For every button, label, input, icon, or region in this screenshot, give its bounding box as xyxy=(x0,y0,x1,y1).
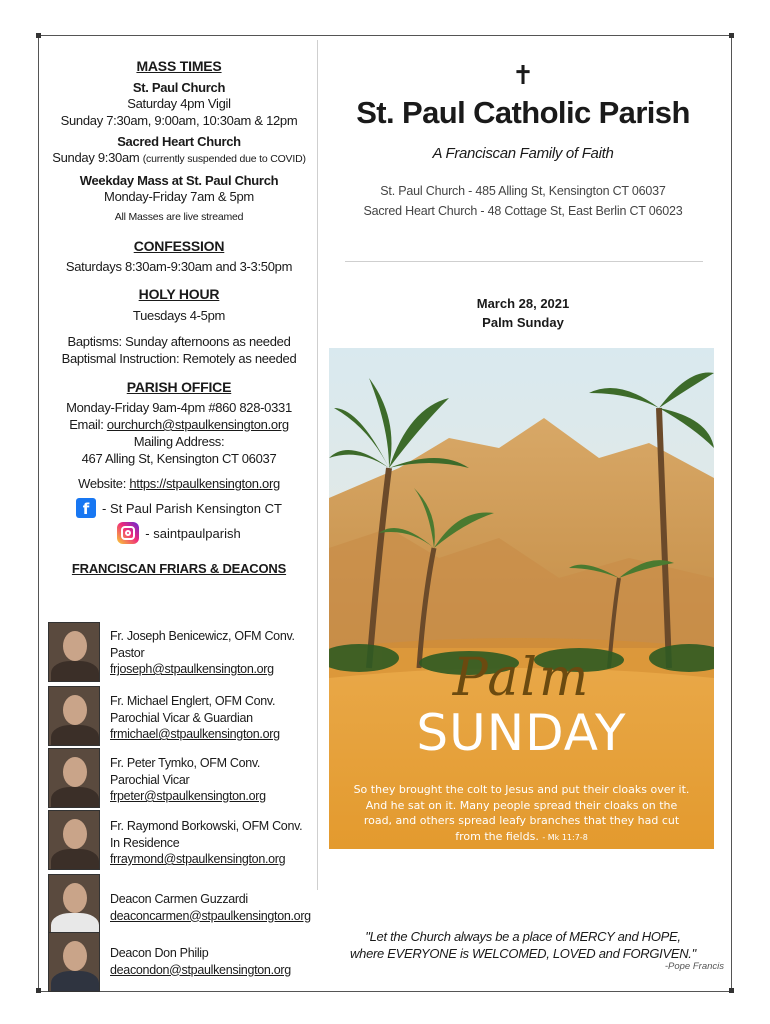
mass-time-line: Saturday 4pm Vigil xyxy=(127,96,231,111)
deacon-name: Deacon Don Philip xyxy=(110,946,209,960)
friar-email[interactable]: frmichael@stpaulkensington.org xyxy=(110,727,280,741)
friar-entry xyxy=(48,686,318,746)
frame-corner xyxy=(36,33,41,38)
desert-palms-illustration xyxy=(329,348,714,849)
office-email-line xyxy=(45,416,313,433)
deacon-email[interactable]: deaconcarmen@stpaulkensington.org xyxy=(110,908,311,923)
instagram-row[interactable] xyxy=(45,522,313,544)
frame-corner xyxy=(729,988,734,993)
poster-verse xyxy=(329,782,714,845)
friar-email[interactable]: frraymond@stpaulkensington.org xyxy=(110,852,286,866)
friar-role: Parochial Vicar xyxy=(110,772,190,787)
sacred-heart-time: Sunday 9:30am xyxy=(52,150,140,165)
verse-reference: - Mk 11:7-8 xyxy=(542,832,588,842)
mailing-address: 467 Alling St, Kensington CT 06037 xyxy=(81,451,277,466)
deacon-entry xyxy=(48,932,318,992)
bulletin-date-block xyxy=(330,296,716,330)
office-hours: Monday-Friday 9am-4pm #860 828-0331 xyxy=(66,400,292,415)
mailing-label: Mailing Address: xyxy=(133,434,225,449)
mass-times-heading: MASS TIMES xyxy=(136,58,222,74)
quote-source: -Pope Francis xyxy=(664,961,724,972)
sunday-word: SUNDAY xyxy=(416,704,627,762)
deacon-name: Deacon Carmen Guzzardi xyxy=(110,892,248,906)
friar-email[interactable]: frpeter@stpaulkensington.org xyxy=(110,789,266,803)
parish-office-heading: PARISH OFFICE xyxy=(126,379,232,395)
friar-role: Pastor xyxy=(110,645,145,660)
st-paul-church-heading: St. Paul Church xyxy=(132,80,226,95)
left-column xyxy=(45,56,313,576)
verse-text: So they brought the colt to Jesus and put their cloaks over it. And he sat on it. Many people spread their cloaks on the road, and others spread leafy branches that they had cut from the fields. xyxy=(353,783,690,843)
sacred-heart-time-line xyxy=(45,149,313,168)
office-email-link[interactable]: ourchurch@stpaulkensington.org xyxy=(106,417,289,432)
instagram-text: - saintpaulparish xyxy=(145,525,241,541)
bulletin-date: March 28, 2021 xyxy=(476,296,570,311)
friar-entry xyxy=(48,748,318,808)
cross-icon: ✝ xyxy=(512,60,534,90)
website-line xyxy=(45,475,313,492)
sacred-heart-note: (currently suspended due to COVID) xyxy=(142,153,306,165)
friar-role: Parochial Vicar & Guardian xyxy=(110,710,253,725)
website-label: Website: xyxy=(78,476,127,491)
header-divider xyxy=(345,261,703,262)
friar-role: In Residence xyxy=(110,835,180,850)
pope-quote xyxy=(330,928,716,962)
friar-name: Fr. Joseph Benicewicz, OFM Conv. xyxy=(110,629,295,643)
website-link[interactable]: https://stpaulkensington.org xyxy=(129,476,280,491)
parish-tagline: A Franciscan Family of Faith xyxy=(432,145,614,162)
deacon-photo xyxy=(48,874,100,934)
friar-photo xyxy=(48,748,100,808)
deacon-email[interactable]: deacondon@stpaulkensington.org xyxy=(110,962,291,977)
sacred-heart-address: Sacred Heart Church - 48 Cottage St, East Berlin CT 06023 xyxy=(363,204,683,218)
friars-heading: FRANCISCAN FRIARS & DEACONS xyxy=(71,561,287,576)
weekday-mass-heading: Weekday Mass at St. Paul Church xyxy=(79,173,279,188)
email-label: Email: xyxy=(69,417,104,432)
live-streamed-note: All Masses are live streamed xyxy=(114,211,244,223)
confession-heading: CONFESSION xyxy=(133,238,225,254)
palm-script-word: Palm xyxy=(452,648,591,708)
bulletin-occasion: Palm Sunday xyxy=(482,315,564,330)
facebook-row[interactable] xyxy=(45,498,313,518)
friar-name: Fr. Michael Englert, OFM Conv. xyxy=(110,694,276,708)
holy-hour-heading: HOLY HOUR xyxy=(138,286,220,302)
confession-line: Saturdays 8:30am-9:30am and 3-3:50pm xyxy=(65,259,293,274)
instagram-icon xyxy=(117,522,139,544)
deacon-photo xyxy=(48,932,100,992)
deacon-entry xyxy=(48,874,318,934)
friar-email[interactable]: frjoseph@stpaulkensington.org xyxy=(110,662,274,676)
holy-hour-line: Tuesdays 4-5pm xyxy=(132,308,226,323)
friar-entry xyxy=(48,622,318,682)
friar-photo xyxy=(48,686,100,746)
facebook-icon: f xyxy=(76,498,96,518)
st-paul-address: St. Paul Church - 485 Alling St, Kensington CT 06037 xyxy=(380,184,666,198)
friar-name: Fr. Peter Tymko, OFM Conv. xyxy=(110,756,261,770)
facebook-text: - St Paul Parish Kensington CT xyxy=(102,500,282,516)
friar-photo xyxy=(48,810,100,870)
friar-photo xyxy=(48,622,100,682)
parish-header xyxy=(330,60,716,218)
frame-corner xyxy=(36,988,41,993)
friar-entry xyxy=(48,810,318,870)
parish-name: St. Paul Catholic Parish xyxy=(356,95,690,130)
baptisms-line: Baptisms: Sunday afternoons as needed xyxy=(67,334,291,349)
sacred-heart-heading: Sacred Heart Church xyxy=(117,134,241,149)
baptismal-instruction-line: Baptismal Instruction: Remotely as needed xyxy=(61,351,297,366)
weekday-mass-line: Monday-Friday 7am & 5pm xyxy=(104,189,254,204)
friar-name: Fr. Raymond Borkowski, OFM Conv. xyxy=(110,819,303,833)
palm-sunday-poster xyxy=(329,348,714,849)
quote-line: where EVERYONE is WELCOMED, LOVED and FORGIVEN." xyxy=(350,946,696,961)
quote-line: "Let the Church always be a place of MERCY and HOPE, xyxy=(365,929,681,944)
mass-time-line: Sunday 7:30am, 9:00am, 10:30am & 12pm xyxy=(60,113,298,128)
frame-corner xyxy=(729,33,734,38)
